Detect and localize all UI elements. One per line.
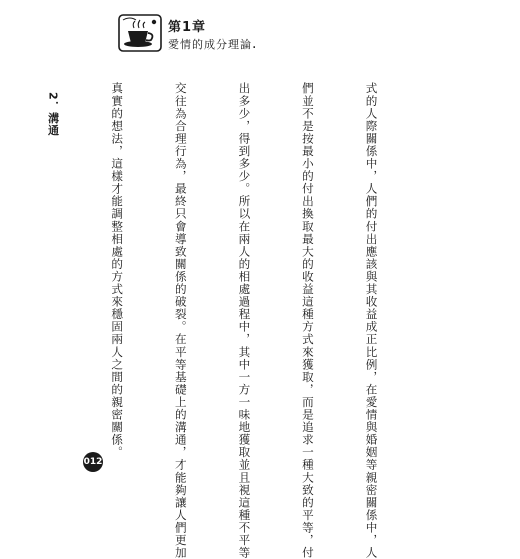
chapter-title	[168, 36, 257, 52]
chapter-title-text: 愛情的成分理論	[168, 38, 252, 51]
text-column: 們並不是按最小的付出換取最大的收益這種方式來獲取，而是追求一種大致的平等，付	[300, 82, 315, 559]
text-column: 出多少，得到多少。所以在兩人的相處過程中，其中一方一味地獲取並且視這種不平等	[237, 82, 252, 559]
section-heading: 2．溝通	[46, 92, 60, 137]
text-column: 交往為合理行為，最終只會導致關係的破裂。在平等基礎上的溝通，才能夠讓人們更加	[173, 82, 188, 559]
chapter-label: 第1章	[168, 20, 207, 35]
chapter-teacup-icon	[118, 14, 162, 52]
text-column: 式的人際關係中，人們的付出應該與其收益成正比例，在愛情與婚姻等親密關係中，人	[364, 82, 379, 559]
title-dot: .	[252, 36, 258, 52]
text-column: 真實的想法，這樣才能調整相處的方式來穩固兩人之間的親密關係。	[110, 82, 125, 459]
page-number-badge: 012	[83, 452, 103, 472]
